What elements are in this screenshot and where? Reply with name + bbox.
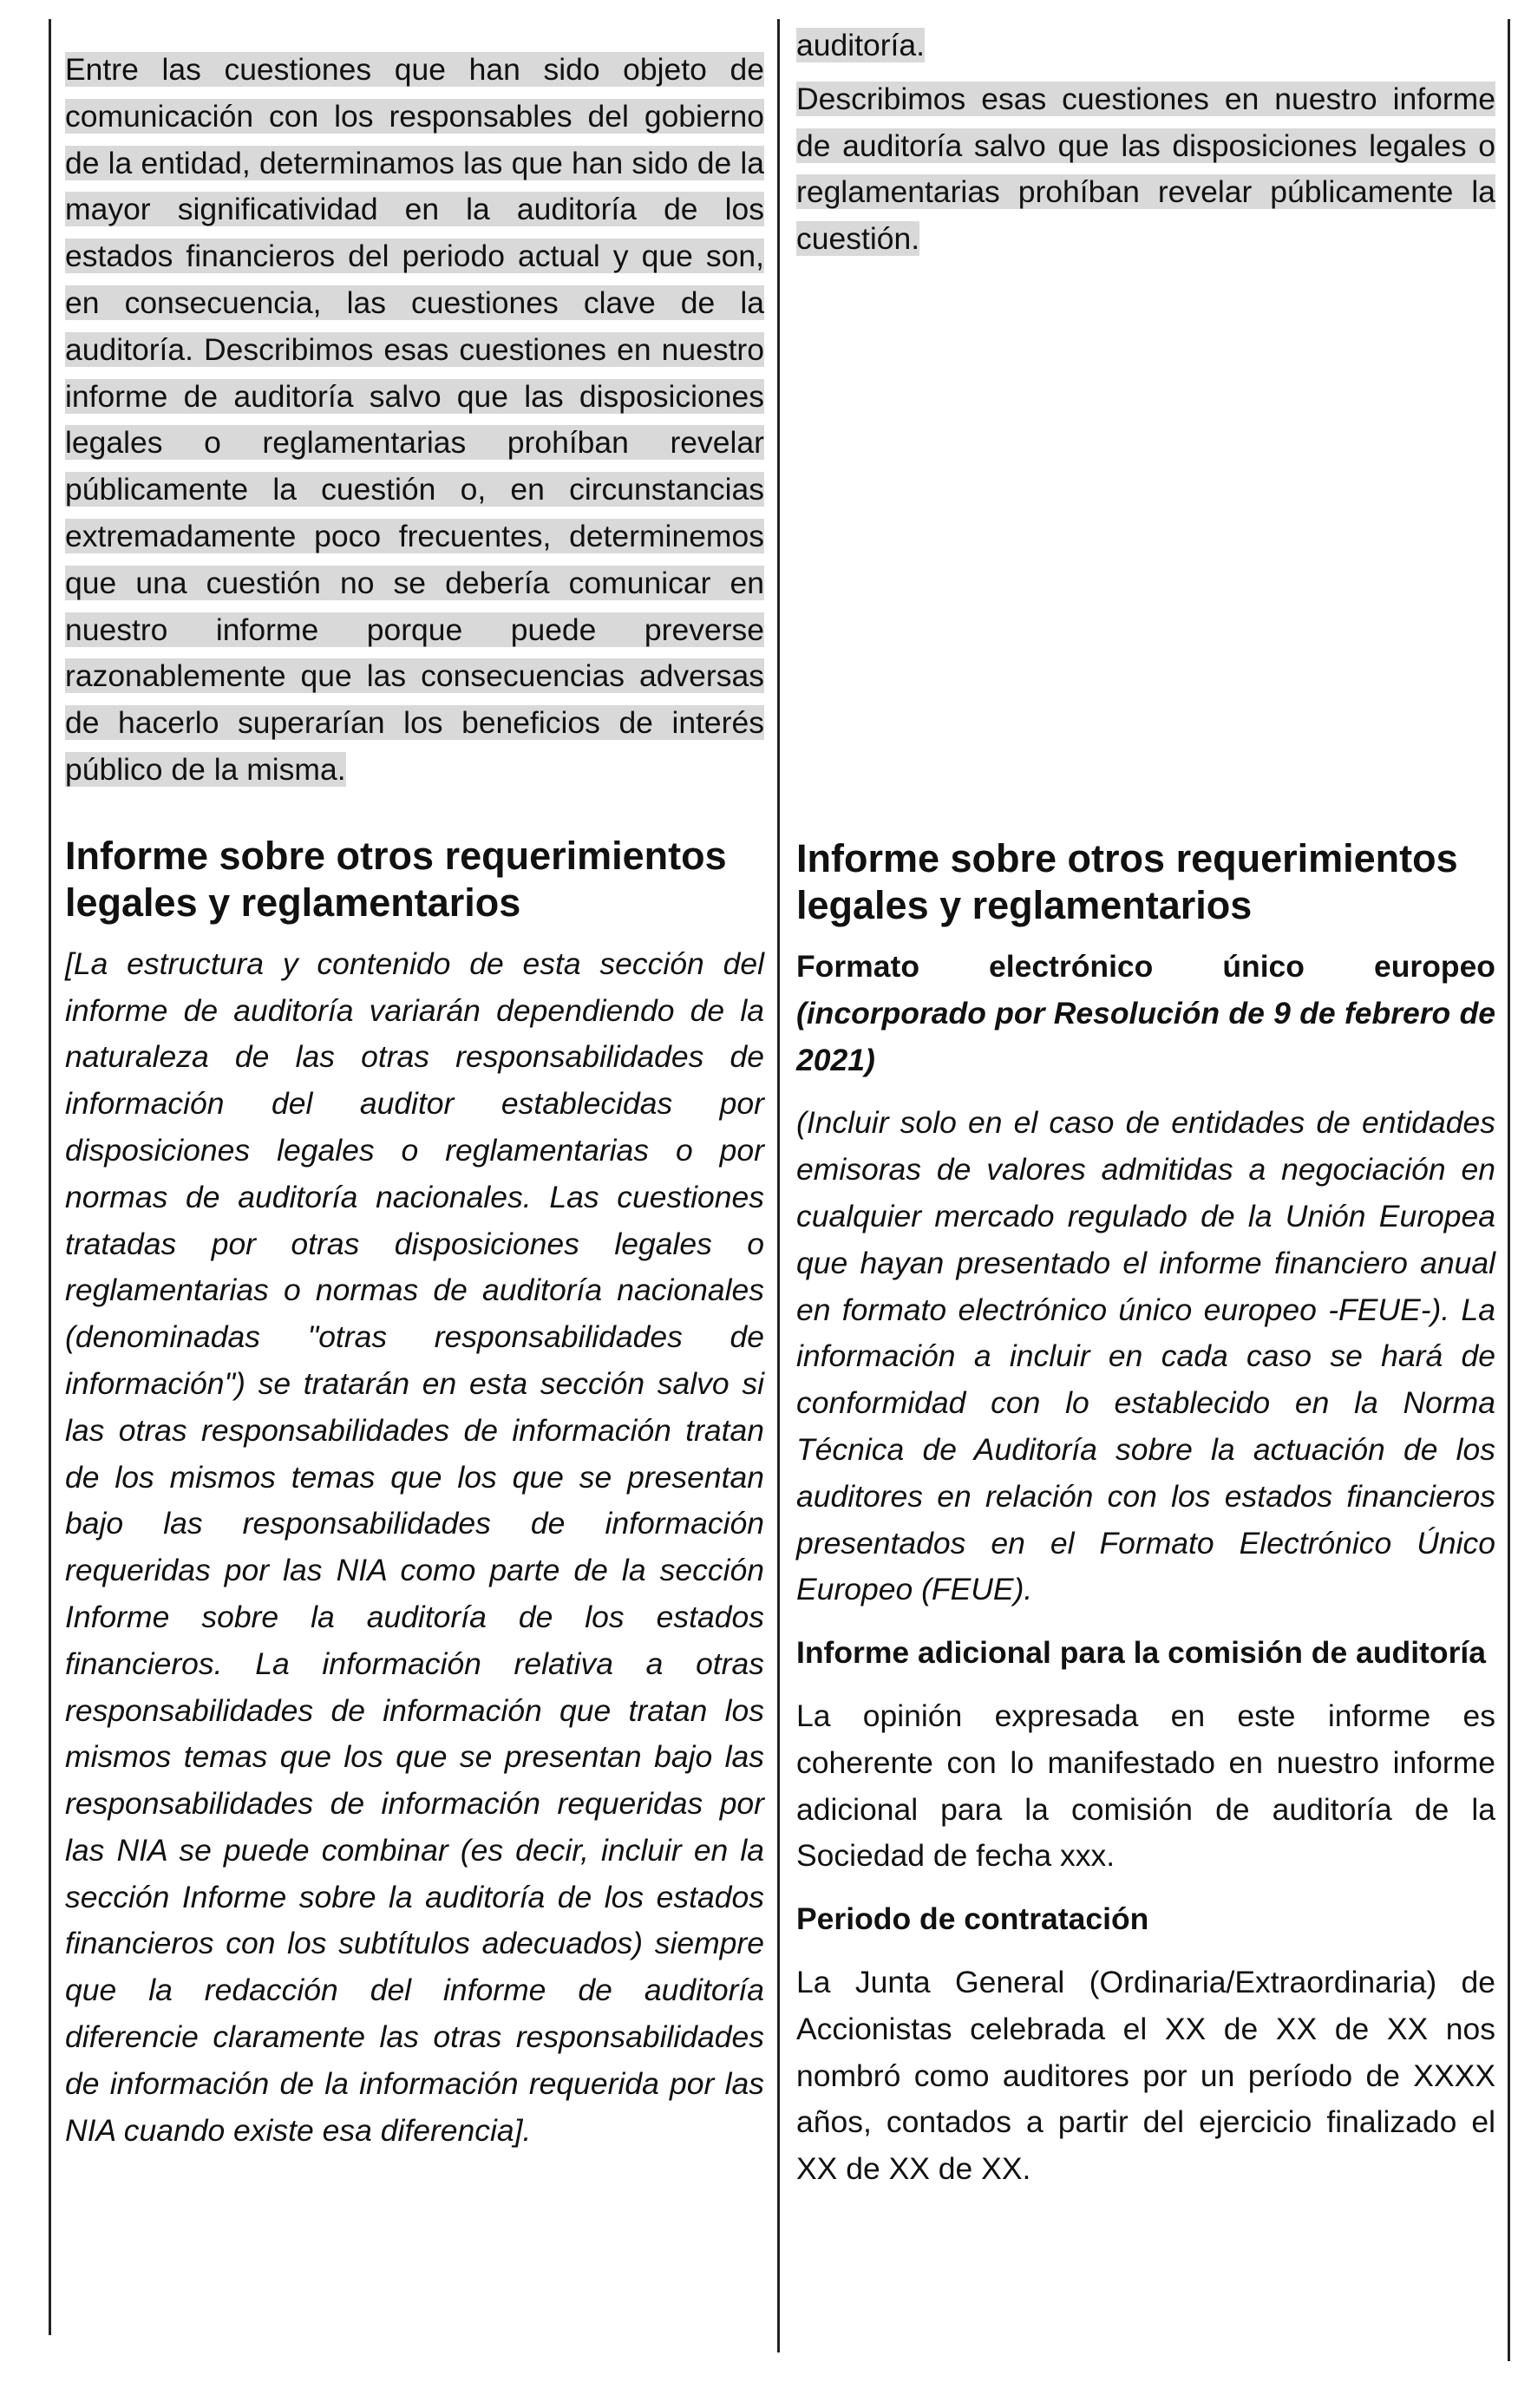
section-heading-right: Informe sobre otros requerimientos legales y reglamentarios (796, 835, 1458, 927)
feue-note: (Incluir solo en el caso de entidades de entidades emisoras de valores admitidas a negociación en cualquier mercado regulado de la Unión Europea que hayan presentado el informe financiero anual en formato electrónico único europeo -FEUE-). La información a incluir en cada caso se hará de conformidad con lo establecido en la Norma Técnica de Auditoría sobre la actuación de los auditores en relación con los estados financieros presentados en el Formato Electrónico Único Europeo (FEUE). (796, 1105, 1495, 1607)
instructional-note-left: [La estructura y contenido de esta sección del informe de auditoría variarán dependiendo de la naturaleza de las otras responsabilidades de información del auditor establecidas por disposiciones legales o reglamentarias o por normas de auditoría nacionales. Las cuestiones tratadas por otras disposiciones legales o reglamentarias o normas de auditoría nacionales (denominadas "otras responsabilidades de información") se tratarán en esta sección salvo si las otras responsabilidades de información tratan de los mismos temas que los que se presentan bajo las responsabilidades de información requeridas por las NIA como parte de la sección Informe sobre la auditoría de los estados financieros. La información relativa a otras responsabilidades de información que tratan los mismos temas que los que se presentan bajo las responsabilidades de información requeridas por las NIA se puede combinar (es decir, incluir en la sección Informe sobre la auditoría de los estados financieros con los subtítulos adecuados) siempre que la redacción del informe de auditoría diferencie claramente las otras responsabilidades de información de la información requerida por las NIA cuando existe esa diferencia]. (65, 946, 764, 2148)
carryover-text: auditoría. (796, 28, 926, 62)
right-column-rule (1508, 19, 1510, 2361)
section-heading-left: Informe sobre otros requerimientos legales y reglamentarios (65, 833, 727, 925)
feue-title: Formato electrónico único europeo (796, 948, 1495, 984)
periodo-title: Periodo de contratación (796, 1901, 1149, 1937)
comision-title: Informe adicional para la comisión de auditoría (796, 1635, 1486, 1671)
describe-matters-paragraph: Describimos esas cuestiones en nuestro informe de auditoría salvo que las disposiciones legales o reglamentarias prohíban revelar públicamente la cuestión. (796, 81, 1495, 257)
left-column (65, 47, 764, 2154)
right-column (796, 23, 1495, 2193)
feue-subtitle: (incorporado por Resolución de 9 de febrero de 2021) (796, 995, 1495, 1077)
periodo-text: La Junta General (Ordinaria/Extraordinaria) de Accionistas celebrada el XX de XX de XX nos nombró como auditores por un período de XXXX años, contados a partir del ejercicio finalizado el XX de XX de XX. (796, 1964, 1495, 2187)
center-column-rule (777, 19, 780, 2352)
left-column-rule (49, 19, 51, 2335)
comision-text: La opinión expresada en este informe es coherente con lo manifestado en nuestro informe adicional para la comisión de auditoría de la Sociedad de fecha xxx. (796, 1698, 1495, 1874)
key-audit-matters-paragraph: Entre las cuestiones que han sido objeto de comunicación con los responsables del gobierno de la entidad, determinamos las que han sido de la mayor significatividad en la auditoría de los estados financieros del periodo actual y que son, en consecuencia, las cuestiones clave de la auditoría. Describimos esas cuestiones en nuestro informe de auditoría salvo que las disposiciones legales o reglamentarias prohíban revelar públicamente la cuestión o, en circunstancias extremadamente poco frecuentes, determinemos que una cuestión no se debería comunicar en nuestro informe porque puede preverse razonablemente que las consecuencias adversas de hacerlo superarían los beneficios de interés público de la misma. (65, 52, 764, 787)
